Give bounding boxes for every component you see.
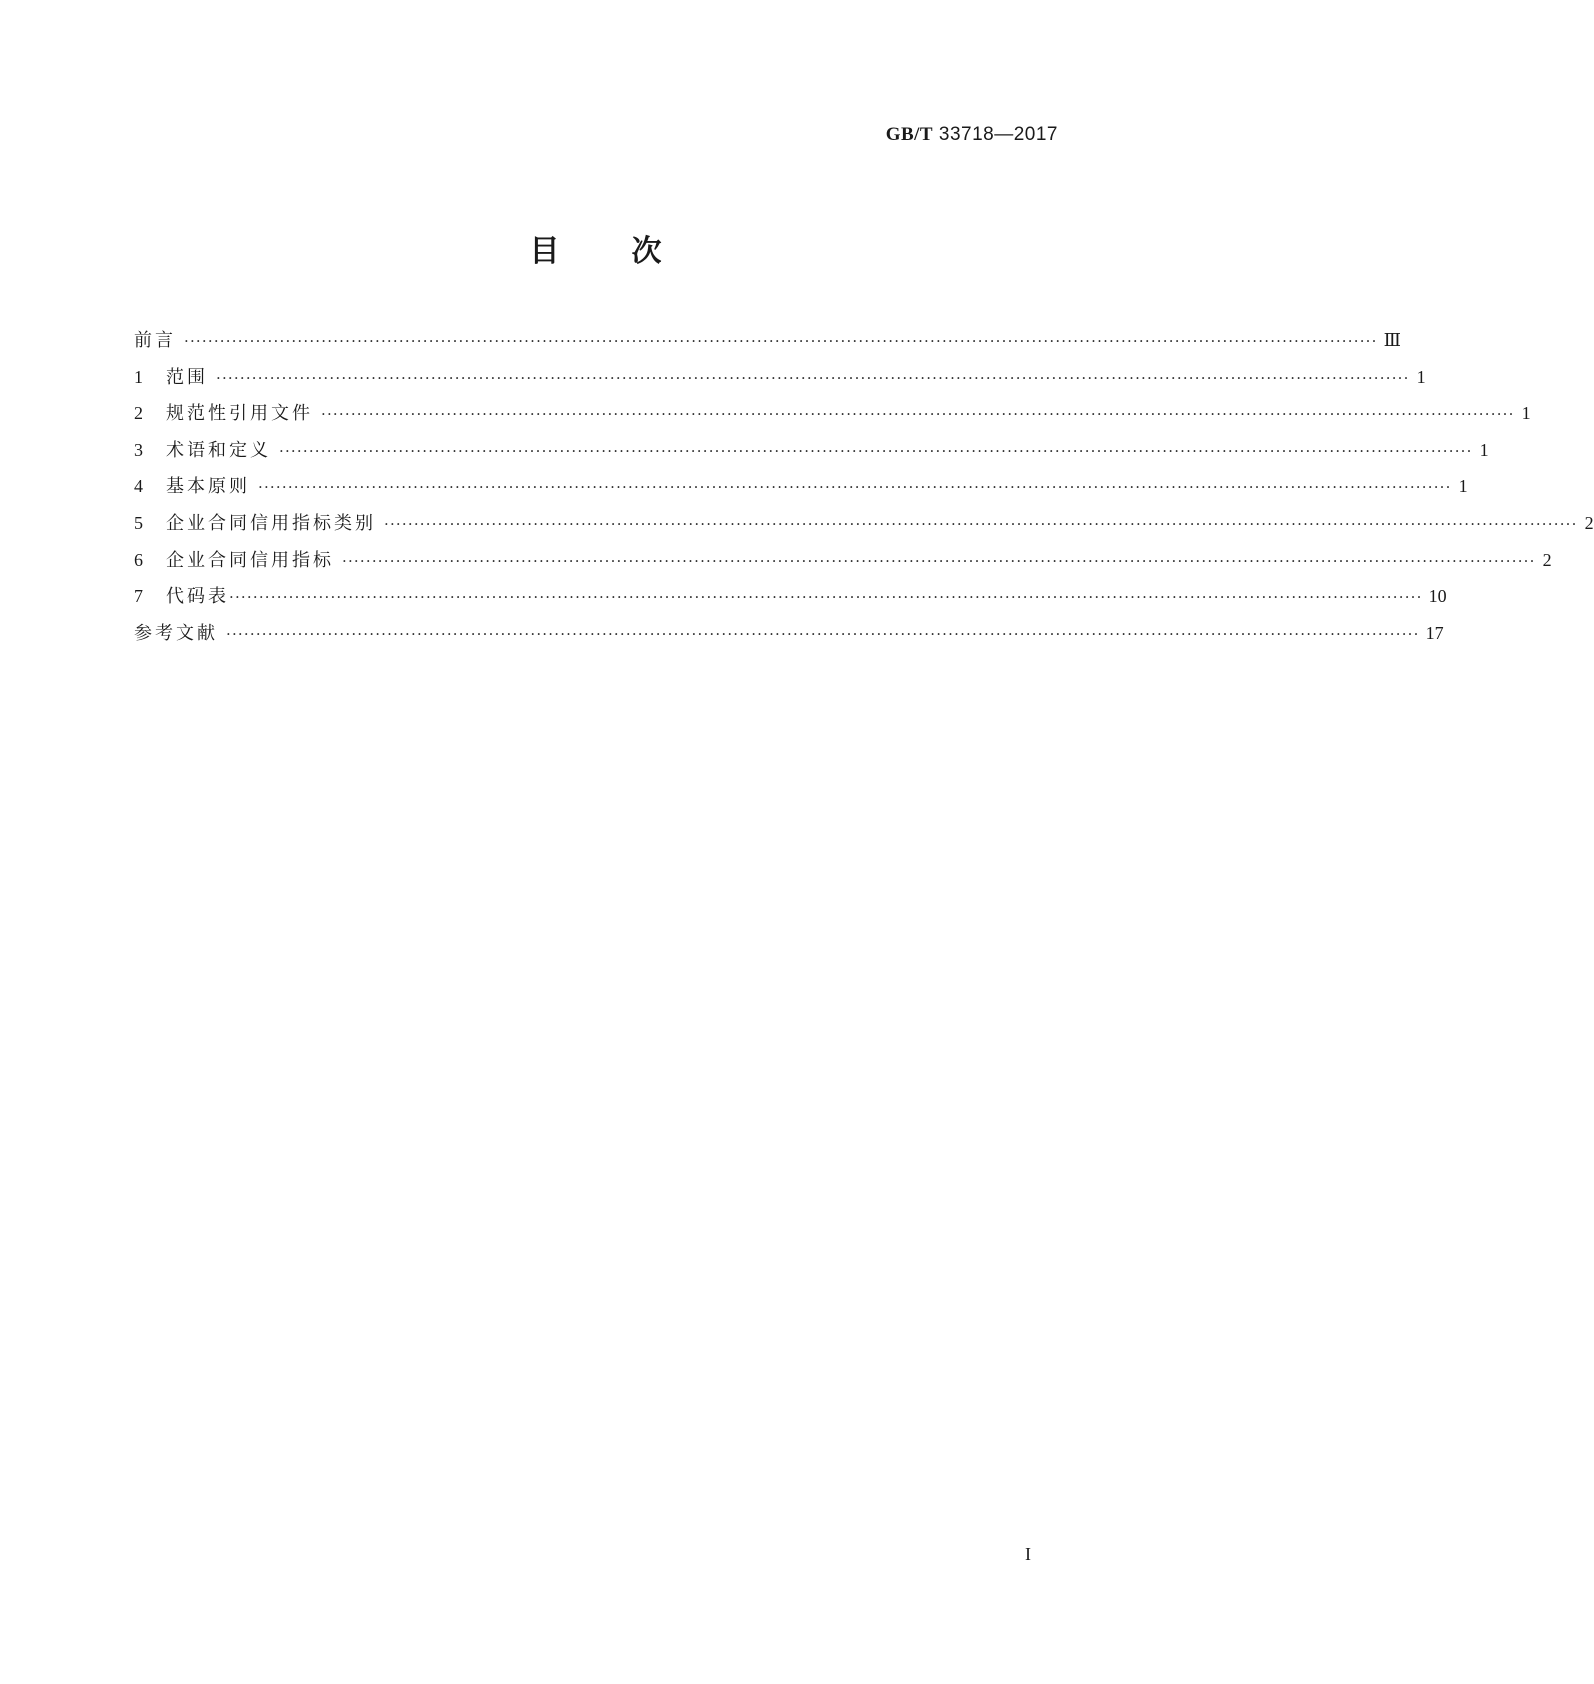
toc-title-char-2: 次 (631, 234, 662, 269)
toc-leader-dots: ········································································································································································································ (342, 551, 1536, 570)
toc-entry-page: 1 (1458, 476, 1468, 497)
toc-entry-label: 基本原则 (166, 476, 250, 498)
table-of-contents (134, 326, 1594, 655)
toc-entry-page: 1 (1479, 439, 1489, 460)
page-number: I (1025, 1544, 1031, 1564)
toc-entry-terms-definitions[interactable] (134, 436, 1489, 473)
toc-title (0, 226, 1191, 270)
toc-entry-page: 2 (1584, 512, 1594, 533)
toc-entry-page: 1 (1521, 403, 1531, 424)
toc-entry-preface[interactable] (134, 326, 1401, 363)
toc-entry-number: 3 (134, 439, 143, 460)
toc-entry-page: 10 (1428, 586, 1447, 607)
toc-entry-scope[interactable] (134, 363, 1426, 400)
toc-entry-number: 6 (134, 549, 143, 570)
toc-title-char-1: 目 (529, 234, 560, 269)
toc-entry-code-tables[interactable] (134, 582, 1447, 619)
toc-leader-dots: ········································································································································································································ (229, 588, 1423, 607)
toc-entry-bibliography[interactable] (134, 619, 1444, 656)
toc-entry-page: 1 (1416, 366, 1426, 387)
toc-entry-number: 4 (134, 476, 143, 497)
toc-entry-number: 5 (134, 512, 143, 533)
toc-entry-label: 规范性引用文件 (166, 403, 313, 425)
toc-entry-indicator-categories[interactable] (134, 509, 1594, 546)
standard-prefix: GB/T (885, 124, 934, 145)
toc-entry-normative-references[interactable] (134, 399, 1531, 436)
toc-leader-dots: ········································································································································································································ (384, 514, 1578, 533)
toc-entry-page: 2 (1542, 549, 1552, 570)
toc-leader-dots: ········································································································································································································ (216, 368, 1410, 387)
toc-entry-label: 企业合同信用指标类别 (166, 512, 376, 534)
toc-leader-dots: ········································································································································································································ (321, 405, 1515, 424)
toc-entry-page: Ⅲ (1383, 330, 1401, 350)
toc-entry-label: 前言 (134, 330, 176, 351)
toc-entry-indicators[interactable] (134, 546, 1552, 583)
toc-entry-number: 7 (134, 586, 143, 607)
toc-entry-number: 2 (134, 403, 143, 424)
toc-entry-basic-principles[interactable] (134, 472, 1468, 509)
toc-entry-label: 代码表 (166, 586, 229, 608)
toc-entry-label: 范围 (166, 366, 208, 388)
toc-entry-label: 企业合同信用指标 (166, 549, 334, 571)
standard-code (886, 124, 1058, 146)
toc-leader-dots: ········································································································································································································ (258, 478, 1452, 497)
toc-entry-label: 术语和定义 (166, 439, 271, 461)
toc-entry-number: 1 (134, 366, 143, 387)
toc-leader-dots: ········································································································································································································ (226, 624, 1420, 643)
toc-leader-dots: ········································································································································································································ (279, 441, 1473, 460)
standard-number: 33718—2017 (938, 124, 1058, 145)
toc-entry-label: 参考文献 (134, 622, 218, 644)
toc-entry-page: 17 (1425, 622, 1444, 643)
toc-leader-dots: ········································································································································································································ (184, 332, 1378, 350)
